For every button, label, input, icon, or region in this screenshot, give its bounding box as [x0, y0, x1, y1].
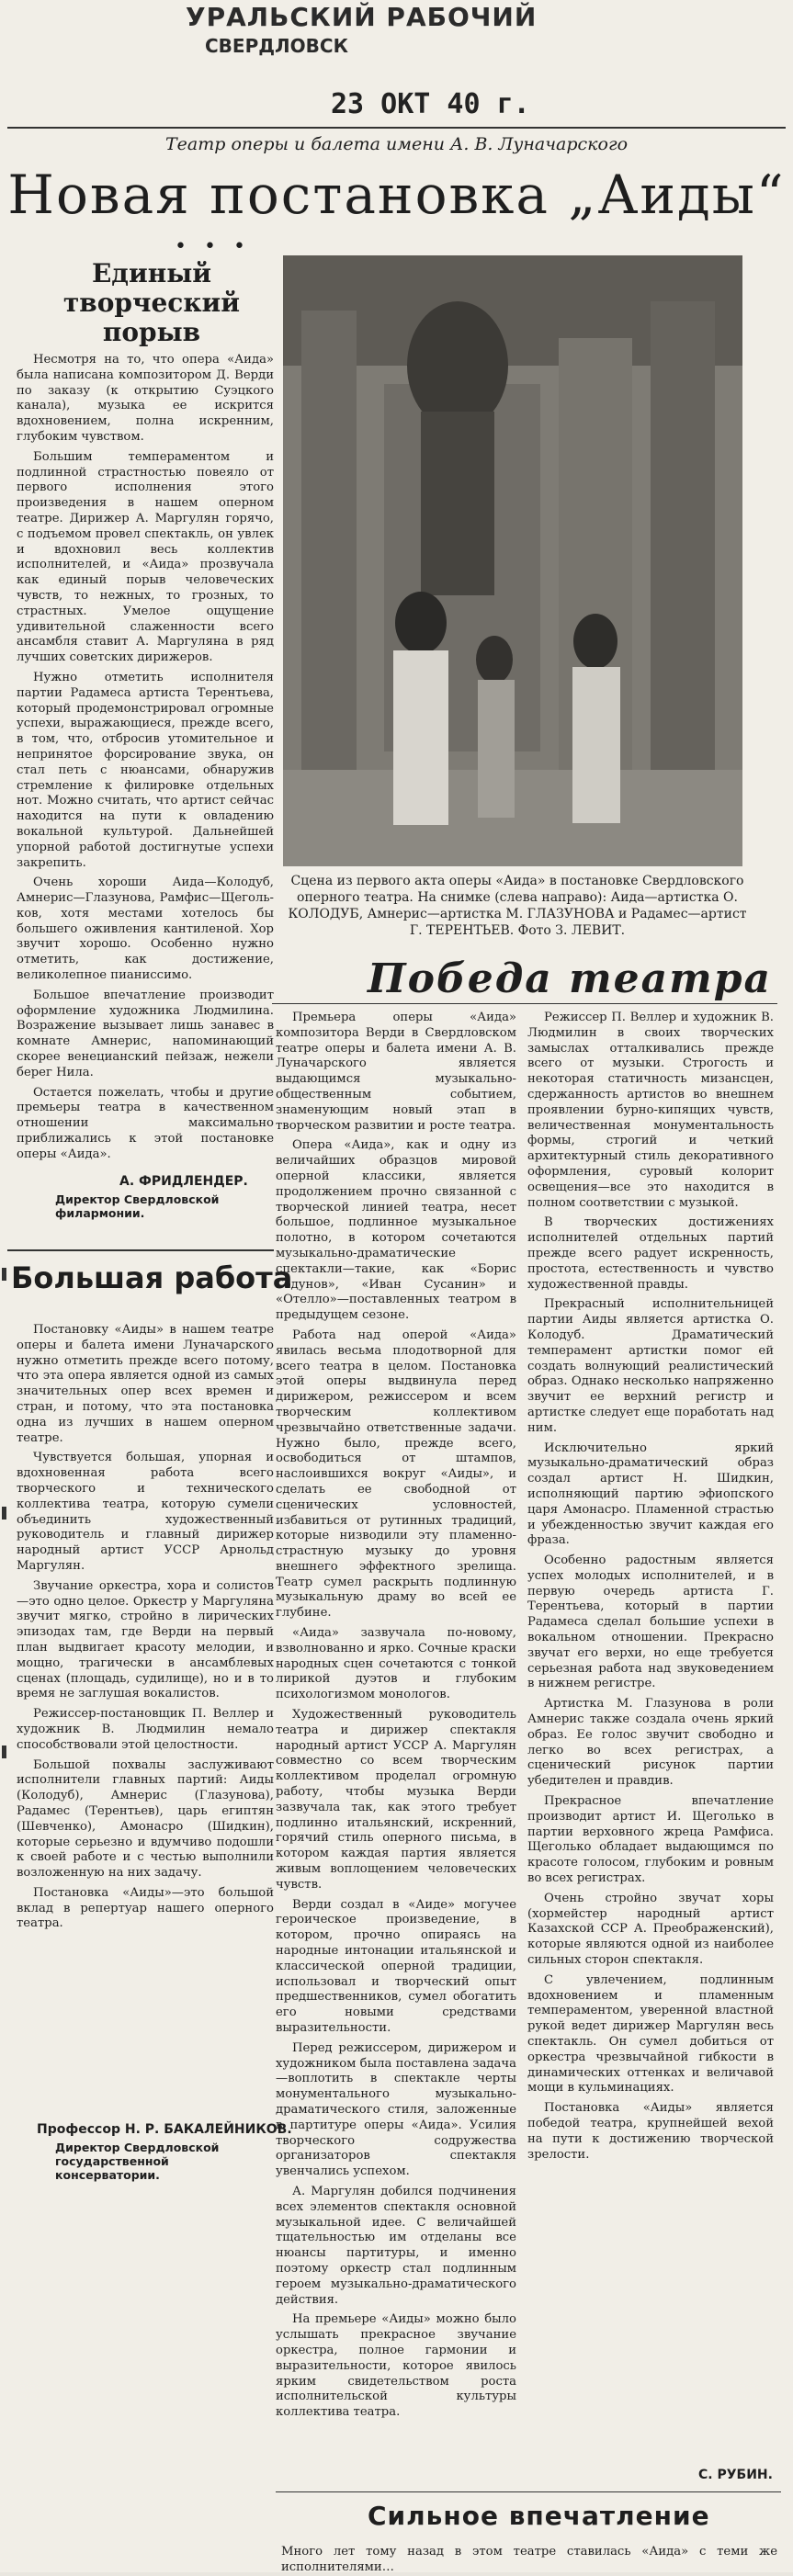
article1-signature: А. ФРИДЛЕНДЕР.	[119, 1174, 248, 1189]
article1-paragraph: Несмотря на то, что опера «Аида» была написана композитором Д. Верди по заказу (к открытию Суэцкого канала), музыка ее искрится вдохновением, полна искренним, глубоким чувством.	[17, 353, 274, 444]
article1-paragraph: Нужно отметить исполнителя партии Радамеса артиста Терентьева, который продемонстрировал огромные успехи, выражающиеся, прежде всего, в том, что, отбросив утомительное и непринятое форсирование звука, он стал петь с нюансами, обнаружив стремление к филировке отдельных нот. Можно считать, что артист сейчас находится на пути к овладению вокальной культурой. Дальнейшей упорной работой достигнутые успехи закрепить.	[17, 670, 274, 870]
kicker: Театр оперы и балета имени А. В. Луначарского	[164, 134, 629, 154]
article4-top-rule	[276, 2491, 781, 2492]
article3-paragraph: Исключительно яркий музыкально-драматический образ создал артист Н. Шидкин, исполняющий партию эфиопского царя Амонасро. Пламенной страстью и убежденностью звучит каждая его фраза.	[527, 1441, 774, 1548]
article3-paragraph: Артистка М. Глазунова в роли Амнерис также создала очень яркий образ. Ее голос звучит свободно и легко во всех регистрах, а сценический рисунок партии убедителен и правдив.	[527, 1697, 774, 1789]
opera-scene-photo	[283, 255, 742, 866]
article1-paragraph: Остается пожелать, чтобы и другие премьеры театра в качественном отношении максимально приближались к этой постановке оперы «Аида».	[17, 1085, 274, 1161]
article3-title-rule	[272, 1003, 777, 1004]
article1-title: Единый творческий порыв	[62, 258, 241, 347]
article2-paragraph: Звучание оркестра, хора и солистов—это одно целое. Оркестр у Маргуляна звучит мягко, стройно в лирических эпизодах там, где Верди на первый план выдвигает красоту мелодии, и мощно, трагически в ансамблевых сценах (площадь, судилище), но и в то время не заглушая вокалистов.	[17, 1578, 274, 1701]
article3-title: Победа театра	[368, 955, 773, 1002]
article3-paragraph: На премьере «Аиды» можно было услышать прекрасное звучание оркестра, полное гармонии и выразительности, которое явилось ярким свидетельством роста исполнительской культуры коллектива театра.	[276, 2312, 516, 2420]
article3-paragraph: А. Маргулян добился подчинения всех элементов спектакля основной музыкальной идее. С величайшей тщательностью им отделаны все нюансы партитуры, и именно поэтому оркестр стал подлинным героем музыкально-драматического действия.	[276, 2184, 516, 2307]
top-rule	[7, 127, 786, 129]
article3-paragraph: В творческих достижениях исполнителей отдельных партий прежде всего радует искренность, простота, естественность и чувство художественной правды.	[527, 1215, 774, 1292]
article3-paragraph: Художественный руководитель театра и дирижер спектакля народный артист УССР А. Маргулян совместно со всем творческим коллективом проделал огромную работу, чтобы музыка Верди зазвучала так, как этого требует подлинно итальянский, искренний, горячий стиль оперного письма, в котором каждая партия является живым воплощением человеческих чувств.	[276, 1708, 516, 1892]
article2-signature: Профессор Н. Р. БАКАЛЕЙНИКОВ.	[37, 2122, 292, 2137]
masthead-paper-name: УРАЛЬСКИЙ РАБОЧИЙ	[186, 2, 538, 32]
article1-author-role: Директор Свердловской филармонии.	[55, 1192, 220, 1220]
article3-paragraph: Верди создал в «Аиде» могучее героическое произведение, в котором, прочно опираясь на народные интонации итальянской и классической оперной традиции, использовал и творческий опыт предшественников, сумел обогатить его новыми средствами выразительности.	[276, 1897, 516, 2035]
margin-mark	[2, 1507, 6, 1520]
article1-paragraph: Очень хороши Аида—Колодуб, Амнерис—Глазунова, Рамфис—Щегольков, хотя местами хотелось бы большего оживления кантиленой. Хор звучит хорошо. Особенно нужно отметить, как достижение, великолепное пианиссимо.	[17, 876, 274, 983]
article3-paragraph: С увлечением, подлинным вдохновением и пламенным темпераментом, уверенной властной рукой ведет дирижер Маргулян весь спектакль. Он сумел добиться от оркестра чрезвычайной гибкости в динамических оттенках и величавой мощи в кульминациях.	[527, 1972, 774, 2096]
article3-paragraph: Постановка «Аиды» является победой театра, крупнейшей вехой на пути к достижению творческой зрелости.	[527, 2101, 774, 2162]
article3-paragraph: Режиссер П. Веллер и художник В. Людмилин в своих творческих замыслах отталкивались прежде всего от музыки. Строгость и некоторая статичность мизансцен, сдержанность артистов во внешнем проявлении бурно-кипящих чувств, величественная монументальность формы, строгий и четкий архитектурный стиль декоративного оформления, суровый колорит освещения—все это находится в полном соответствии с музыкой.	[527, 1011, 774, 1210]
article3-column-1	[276, 1011, 516, 2485]
margin-mark	[2, 1268, 6, 1281]
article3-paragraph: Прекрасное впечатление производит артист И. Щеголько в партии верховного жреца Рамфиса. Щеголько обладает выдающимся по красоте голосом, глубоким и ровным во всех регистрах.	[527, 1794, 774, 1886]
ornament-dots: • • •	[175, 235, 251, 258]
article2-paragraph: Большой похвалы заслуживают исполнители главных партий: Аиды (Колодуб), Амнерис (Глазунова), Радамес (Терентьев), царь египтян (Шевченко), Амонасро (Шидкин), которые серьезно и вдумчиво подошли к своей работе и с честью выполнили возложенную на них задачу.	[17, 1757, 274, 1881]
article1-body	[17, 353, 274, 1166]
main-headline: Новая постановка „Аиды“	[7, 164, 786, 226]
article2-paragraph: Постановка «Аиды»—это большой вклад в репертуар нашего оперного театра.	[17, 1885, 274, 1931]
masthead-date-stamp: 23 ОКТ 40 г.	[331, 88, 530, 120]
article4-first-line: Много лет тому назад в этом театре ставилась «Аида» с теми же исполнителями…	[281, 2545, 777, 2574]
article2-title: Большая работа	[11, 1260, 293, 1295]
article3-column-2	[527, 1011, 774, 2462]
article1-paragraph: Большим темпераментом и подлинной страстностью повеяло от первого исполнения этого произведения в нашем оперном театре. Дирижер А. Маргулян горячо, с подъемом провел спектакль, он увлек и вдохновил весь коллектив исполнителей, и «Аида» прозвучала как единый порыв человеческих чувств, то нежных, то грозных, то страстных. Умелое ощущение удивительной слаженности всего ансамбля ставит А. Маргуляна в ряд лучших советских дирижеров.	[17, 449, 274, 665]
article2-body	[17, 1323, 274, 2113]
article3-signature: С. РУБИН.	[698, 2468, 773, 2482]
article3-paragraph: «Аида» зазвучала по-новому, взволнованно и ярко. Сочные краски народных сцен сочетаются с тонкой лирикой дуэтов и глубоким психологизмом монологов.	[276, 1626, 516, 1702]
article3-paragraph: Премьера оперы «Аида» композитора Верди в Свердловском театре оперы и балета имени А. В. Луначарского является выдающимся музыкально-общественным событием, знаменующим новый этап в творческом развитии и росте театра.	[276, 1011, 516, 1133]
article3-paragraph: Опера «Аида», как и одну из величайших образцов мировой оперной классики, является продолжением прочно связанной с творческой линией театра, несет большое, подлинное музыкальное полотно, в котором сочетаются музыкально-драматические спектакли—такие, как «Борис Годунов», «Иван Сусанин» и «Отелло»—поставленных театром в предыдущем сезоне.	[276, 1138, 516, 1323]
margin-mark	[2, 1746, 6, 1758]
article2-top-rule	[7, 1249, 274, 1251]
article3-paragraph: Очень стройно звучат хоры (хормейстер народный артист Казахской ССР А. Преображенский), которые являются одной из наиболее сильных сторон спектакля.	[527, 1891, 774, 1968]
masthead-city: СВЕРДЛОВСК	[205, 35, 348, 57]
article3-paragraph: Работа над оперой «Аида» явилась весьма плодотворной для всего театра в целом. Постановка этой оперы выдвинула перед дирижером, режиссером и всем творческим коллективом чрезвычайно ответственные задачи. Нужно было, прежде всего, освободиться от штампов, наслоившихся вокруг «Аиды», и сделать ее свободной от сценических условностей, избавиться от рутинных традиций, которые низводили эту пламенно-страстную музыку до уровня внешнего эффектного зрелища. Театр сумел раскрыть подлинную музыкальную драму во всей ее глубине.	[276, 1328, 516, 1621]
article2-paragraph: Режиссер-постановщик П. Веллер и художник В. Людмилин немало способствовали этой целостности.	[17, 1707, 274, 1752]
article4-title: Сильное впечатление	[368, 2501, 710, 2531]
article2-paragraph: Чувствуется большая, упорная и вдохновенная работа всего творческого и технического коллектива театра, которую сумели объединить художественный руководитель и главный дирижер народный артист УССР Арнольд Маргулян.	[17, 1451, 274, 1573]
photo-caption: Сцена из первого акта оперы «Аида» в постановке Свердловского оперного театра. На снимке (слева направо): Аида—артистка О. КОЛОДУБ, Амнерис—артистка М. ГЛАЗУНОВА и Радамес—артист Г. ТЕРЕНТЬЕВ. Фото З. ЛЕВИТ.	[288, 874, 747, 938]
article1-paragraph: Большое впечатление производит оформление художника Людмилина. Возражение вызывает лишь занавес в комнате Амнерис, напоминающий скорее венецианский пейзаж, нежели берег Нила.	[17, 988, 274, 1079]
article3-paragraph: Прекрасный исполнительницей партии Аиды является артистка О. Колодуб. Драматический темперамент артистки помог ей создать волнующий реалистический образ. Однако несколько напряженно звучит ее верхний регистр и артистке следует еще поработать над ним.	[527, 1297, 774, 1435]
article3-paragraph: Перед режиссером, дирижером и художником была поставлена задача—воплотить в спектакле черты монументального музыкально-драматического стиля, заложенные в партитуре оперы «Аида». Усилия творческого содружества организаторов спектакля увенчались успехом.	[276, 2040, 516, 2179]
article3-paragraph: Особенно радостным является успех молодых исполнителей, и в первую очередь артиста Г. Терентьева, который в партии Радамеса сделал большие успехи в вокальном отношении. Прекрасно звучат его верхи, но еще требуется серьезная работа над звуковедением в нижнем регистре.	[527, 1554, 774, 1691]
article2-paragraph: Постановку «Аиды» в нашем театре оперы и балета имени Луначарского нужно отметить прежде всего потому, что эта опера является одной из самых значительных опер всех времен и стран, и потому, что эта постановка одна из лучших в нашем оперном театре.	[17, 1323, 274, 1445]
article2-author-role: Директор Свердловской государственной консерватории.	[55, 2141, 220, 2182]
